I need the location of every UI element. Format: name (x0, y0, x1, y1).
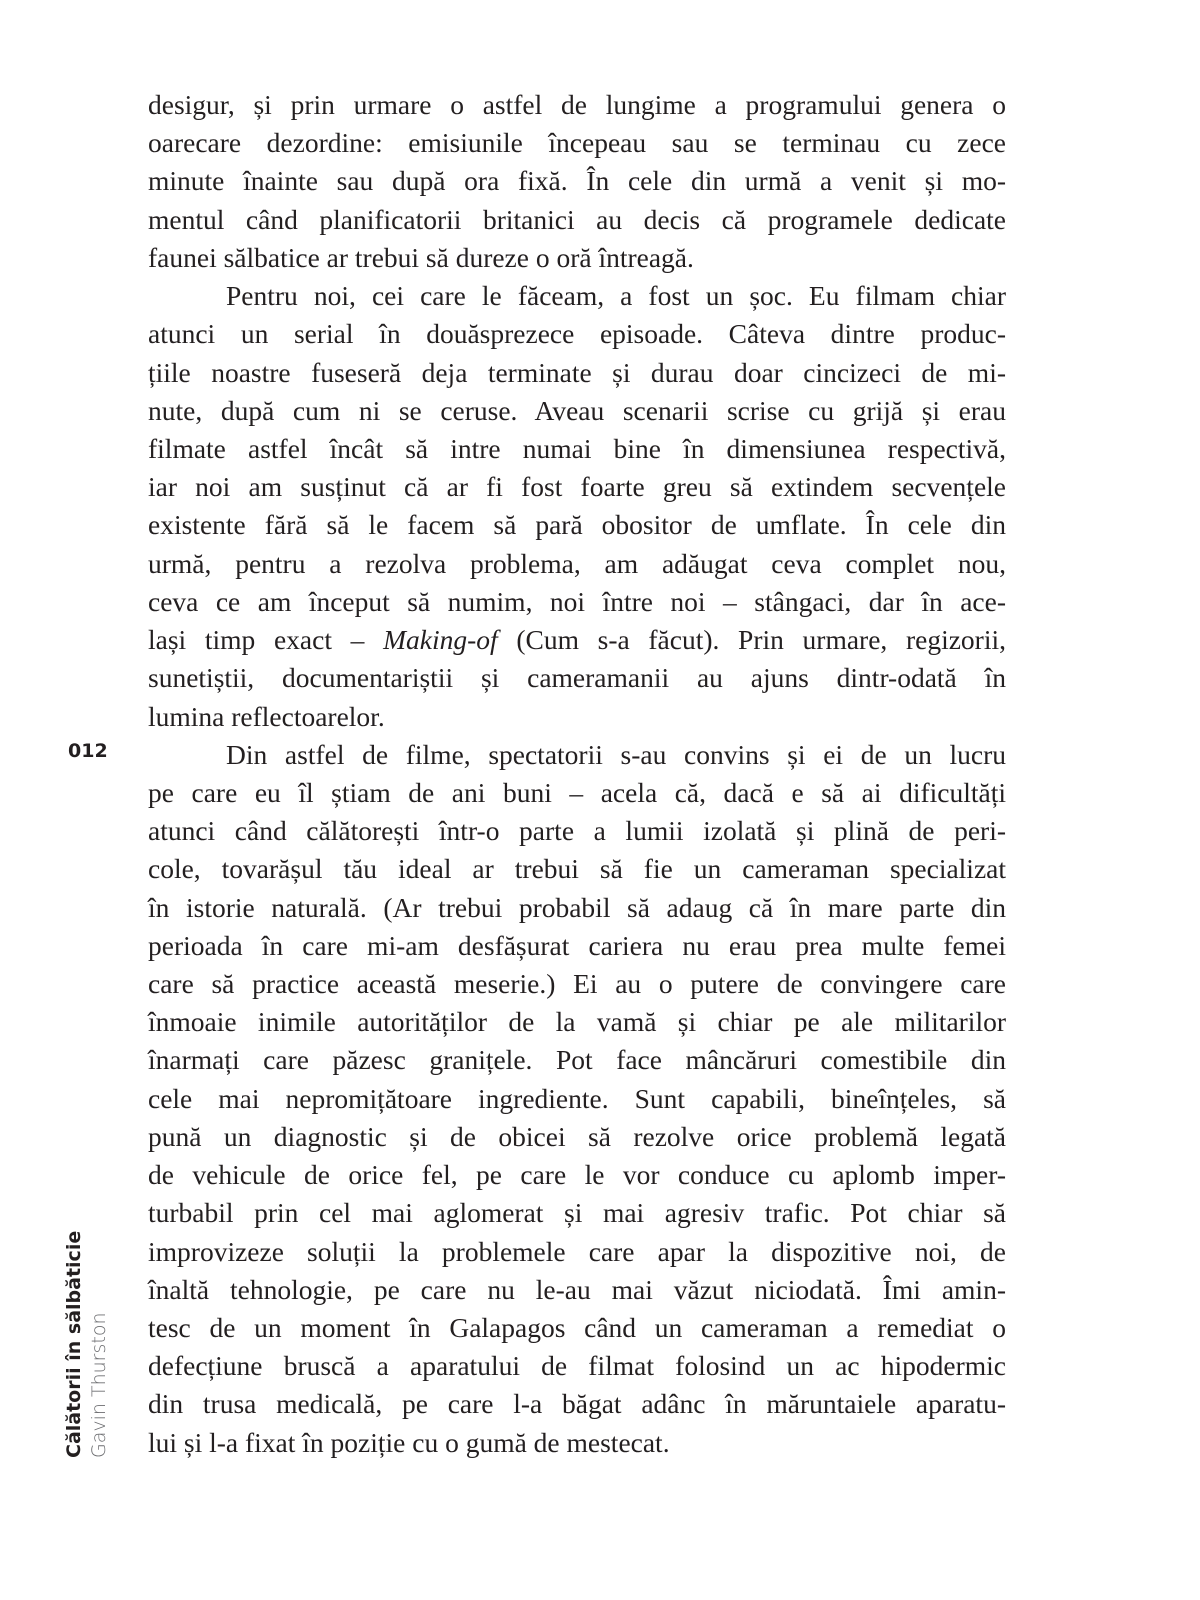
text-line: iar noi am susținut că ar fi fost foarte greu să extindem secvențele (148, 471, 1006, 503)
text-line: ceva ce am început să numim, noi între noi – stângaci, dar în ace- (148, 585, 1006, 617)
text-line: nute, după cum ni se ceruse. Aveau scenarii scrise cu grijă și erau (148, 394, 1006, 426)
text-line: tesc de un moment în Galapagos când un cameraman a remediat o (148, 1312, 1006, 1343)
text-line: Din astfel de filme, spectatorii s-au convins și ei de un lucru (226, 738, 1006, 770)
paragraph (148, 736, 1006, 1462)
running-head (62, 1231, 112, 1458)
text-line: improvizeze soluții la problemele care apar la dispozitive noi, de (148, 1235, 1006, 1267)
text-line: înaltă tehnologie, pe care nu le-au mai văzut niciodată. Îmi amin- (148, 1273, 1006, 1305)
text-line: atunci un serial în douăsprezece episoade. Câteva dintre produc- (148, 318, 1006, 350)
page-number: 012 (68, 740, 108, 762)
text-line: filmate astfel încât să intre numai bine în dimensiunea respectivă, (148, 432, 1006, 464)
paragraph (148, 277, 1006, 736)
author-name: Gavin Thurston (88, 1312, 110, 1458)
text-line: cele mai nepromițătoare ingrediente. Sunt capabili, bineînțeles, să (148, 1082, 1006, 1114)
book-title: Călătorii în sălbăticie (63, 1230, 85, 1458)
paragraph (148, 86, 1006, 277)
text-line: defecțiune bruscă a aparatului de filmat folosind un ac hipodermic (148, 1350, 1006, 1382)
text-segment: (Cum s-a făcut). Prin urmare, regizorii, (497, 624, 1006, 656)
text-line: țiile noastre fuseseră deja terminate și durau doar cincizeci de mi- (148, 356, 1006, 388)
text-line: pe care eu îl știam de ani buni – acela că, dacă e să ai dificultăți (148, 776, 1006, 808)
text-line: din trusa medicală, pe care l-a băgat adânc în măruntaiele aparatu- (148, 1388, 1006, 1420)
text-line: în istorie naturală. (Ar trebui probabil să adaug că în mare parte din (148, 891, 1006, 923)
text-line: atunci când călătorești într-o parte a lumii izolată și plină de peri- (148, 815, 1006, 847)
italic-term: Making-of (383, 624, 498, 656)
text-line: înmoaie inimile autorităților de la vamă și chiar pe ale militarilor (148, 1006, 1006, 1038)
text-line: cole, tovarășul tău ideal ar trebui să fie un cameraman specializat (148, 853, 1006, 885)
text-line: înarmați care păzesc granițele. Pot face mâncăruri comestibile din (148, 1044, 1006, 1076)
body-text (148, 86, 1006, 1462)
text-segment: lași timp exact – (148, 624, 384, 656)
text-line: sunetiștii, documentariștii și cameramanii au ajuns dintr-odată în (148, 662, 1006, 694)
text-line: oarecare dezordine: emisiunile începeau sau se terminau cu zece (148, 127, 1006, 159)
text-line: desigur, și prin urmare o astfel de lungime a programului genera o (148, 89, 1006, 120)
text-line (148, 621, 1006, 659)
text-line: urmă, pentru a rezolva problema, am adăugat ceva complet nou, (148, 547, 1006, 579)
text-line: lui și l-a fixat în poziție cu o gumă de mestecat. (148, 1426, 670, 1458)
text-line: care să practice această meserie.) Ei au o putere de convingere care (148, 968, 1006, 1000)
text-line: perioada în care mi-am desfășurat cariera nu erau prea multe femei (148, 929, 1006, 961)
text-line: Pentru noi, cei care le făceam, a fost un șoc. Eu filmam chiar (226, 280, 1006, 312)
text-line: minute înainte sau după ora fixă. În cele din urmă a venit și mo- (148, 165, 1006, 197)
text-line: pună un diagnostic și de obicei să rezolve orice problemă legată (148, 1120, 1006, 1152)
text-line: mentul când planificatorii britanici au decis că programele dedicate (148, 203, 1006, 235)
text-line: lumina reflectoarelor. (148, 700, 385, 732)
text-line: existente fără să le facem să pară obositor de umflate. În cele din (148, 509, 1006, 541)
text-line: turbabil prin cel mai aglomerat și mai agresiv trafic. Pot chiar să (148, 1197, 1006, 1229)
text-line: faunei sălbatice ar trebui să dureze o oră întreagă. (148, 241, 694, 273)
text-line: de vehicule de orice fel, pe care le vor conduce cu aplomb imper- (148, 1159, 1006, 1191)
